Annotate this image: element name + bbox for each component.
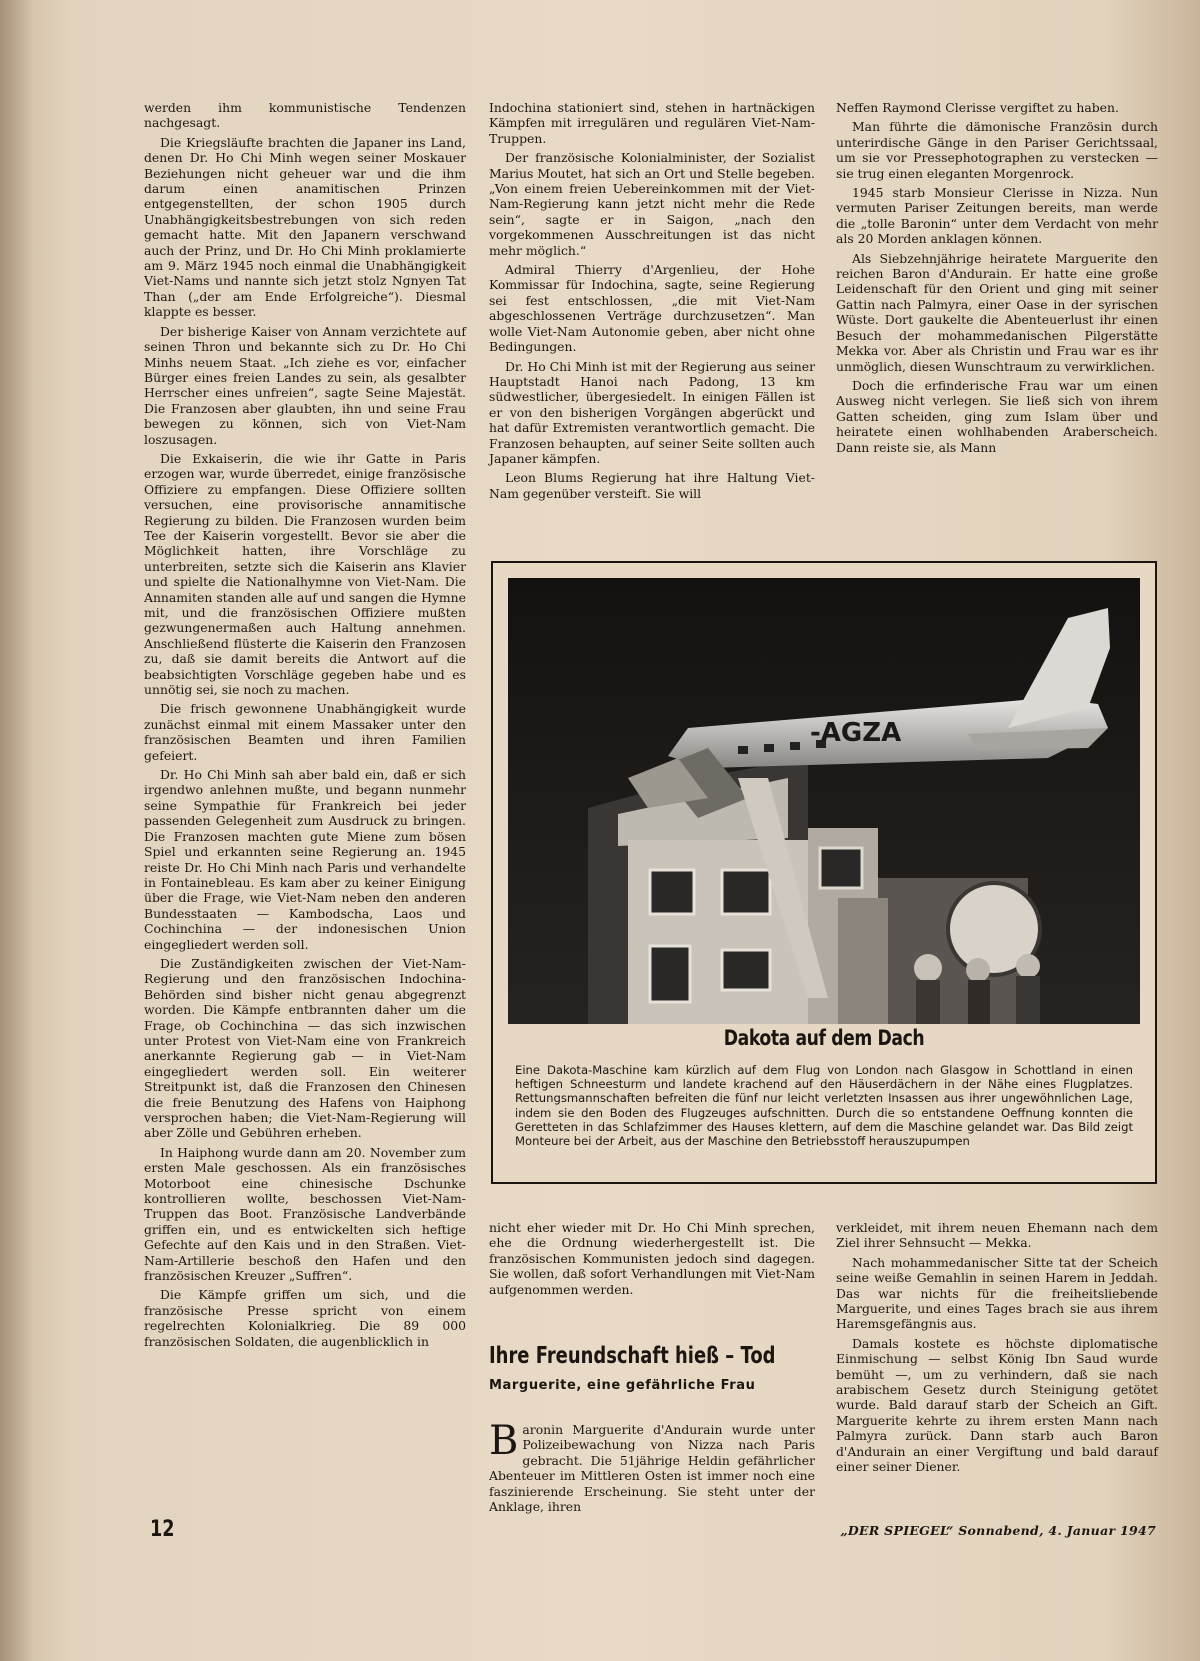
- paragraph: nicht eher wieder mit Dr. Ho Chi Minh sprechen, ehe die Ordnung wiederhergestellt ist. Die französischen Kommunisten jedoch sind dagegen. Sie wollen, daß sofort Verhandlungen mit Viet-Nam aufgenommen werden.: [489, 1220, 815, 1297]
- paragraph: Der französische Kolonialminister, der Sozialist Marius Moutet, hat sich an Ort und Stelle begeben. „Von einem freien Uebereinkommen mit der Viet-Nam-Regierung kann jetzt nicht mehr die Rede sein“, sagte er in Saigon, „nach den vorgekommenen Ausschreitungen ist das nicht mehr möglich.“: [489, 150, 815, 258]
- article-lead-column: [489, 1418, 815, 1515]
- paragraph: In Haiphong wurde dann am 20. November zum ersten Male geschossen. Als ein französisches Motorboot eine chinesische Dschunke kontrollieren wollte, beschossen Viet-Nam-Truppen das Boot. Französische Landverbände griffen ein, und es entwickelten sich heftige Gefechte auf den Kais und in den Straßen. Viet-Nam-Artillerie beschoß den Hafen und den französischen Kreuzer „Suffren“.: [144, 1144, 466, 1284]
- page-spine-shadow: [0, 0, 34, 1661]
- paragraph: Man führte die dämonische Französin durch unterirdische Gänge in den Pariser Gerichtssaal, um sie vor Pressephotographen zu verstecken — sie trug einen eleganten Morgenrock.: [836, 119, 1158, 181]
- text-column-2: [489, 100, 815, 562]
- article-headline: Ihre Freundschaft hieß – Tod: [489, 1343, 776, 1369]
- text-column-1: [144, 100, 466, 1500]
- paragraph: werden ihm kommunistische Tendenzen nachgesagt.: [144, 100, 466, 131]
- paragraph: Doch die erfinderische Frau war um einen Ausweg nicht verlegen. Sie ließ sich von ihrem Gatten scheiden, ging zum Islam über und heiratete einen wohlhabenden Araberscheich. Dann reiste sie, als Mann: [836, 377, 1158, 455]
- paragraph: 1945 starb Monsieur Clerisse in Nizza. Nun vermuten Pariser Zeitungen bereits, man werde die „tolle Baronin“ unter dem Verdacht von mehr als 20 Morden anklagen können.: [836, 185, 1158, 247]
- photo-title: Dakota auf dem Dach: [723, 1026, 925, 1050]
- photo-caption: Eine Dakota-Maschine kam kürzlich auf dem Flug von London nach Glasgow in Schottland in einen heftigen Schneesturm und landete krachend auf den Häuserdächern in der Nähe eines Flugplatzes. Rettungsmannschaften befreiten die fünf nur leicht verletzten Insassen aus ihrer ungewöhnlichen Lage, indem sie den Boden des Flugzeuges aufschnitten. Durch die so entstandene Oeffnung konnten die Geretteten in das Schlafzimmer des Hauses klettern, auf dem die Maschine gelandet war. Das Bild zeigt Monteure bei der Arbeit, aus der Maschine den Betriebsstoff herauszupumpen: [515, 1063, 1133, 1149]
- paragraph: Als Siebzehnjährige heiratete Marguerite den reichen Baron d'Andurain. Er hatte eine große Leidenschaft für den Orient und ging mit seiner Gattin nach Palmyra, einer Oase in der syrischen Wüste. Dort gaukelte die Abenteuerlust ihr einen Besuch der mohammedanischen Pilgerstätte Mekka vor. Aber als Christin und Frau war es ihr unmöglich, diesen Wunschtraum zu verwirklichen.: [836, 250, 1158, 374]
- photo-box: [491, 561, 1157, 1184]
- paragraph: Neffen Raymond Clerisse vergiftet zu haben.: [836, 100, 1119, 115]
- text-column-3: [836, 100, 1158, 562]
- plane-on-roof-illustration: [508, 578, 1140, 1024]
- paragraph: Der bisherige Kaiser von Annam verzichtete auf seinen Thron und bekannte sich zu Dr. Ho Chi Minhs neuem Staat. „Ich ziehe es vor, einfacher Bürger eines freien Landes zu sein, als gesalbter Herrscher eines unfreien“, sagte Seine Majestät. Die Franzosen aber glaubten, ihn und seine Frau bewegen zu können, sich von Viet-Nam loszusagen.: [144, 323, 466, 447]
- lead-text: aronin Marguerite d'Andurain wurde unter Polizeibewachung von Nizza nach Paris gebracht. Die 51jährige Heldin gefährlicher Abenteuer im Mittleren Osten ist immer noch eine faszinierende Erscheinung. Sie steht unter der Anklage, ihren: [489, 1422, 815, 1515]
- aircraft-registration: -AGZA: [810, 718, 902, 748]
- paragraph: verkleidet, mit ihrem neuen Ehemann nach dem Ziel ihrer Sehnsucht — Mekka.: [836, 1220, 1158, 1251]
- news-photo: [508, 578, 1140, 1024]
- paragraph: Dr. Ho Chi Minh ist mit der Regierung aus seiner Hauptstadt Hanoi nach Padong, 13 km südwestlicher, übergesiedelt. In einigen Fällen ist er von den bisherigen Vorgängen abgerückt und hat dafür Extremisten verantwortlich gemacht. Die Franzosen behaupten, auf seiner Seite sollten auch Japaner kämpfen.: [489, 358, 815, 466]
- paragraph: Die Kämpfe griffen um sich, und die französische Presse spricht von einem regelrechten Kolonialkrieg. Die 89 000 französischen Soldaten, die augenblicklich in: [144, 1287, 466, 1349]
- paragraph: Die Zuständigkeiten zwischen der Viet-Nam-Regierung und den französischen Indochina-Behörden sind bisher nicht genau abgegrenzt worden. Die Kämpfe entbrannten daher um die Frage, ob Cochinchina — das sich inzwischen unter Protest von Viet-Nam eine von Frankreich anerkannte Regierung gab — in Viet-Nam eingegliedert werden soll. Ein weiterer Streitpunkt ist, daß die Franzosen den Chinesen die freie Benutzung des Hafens von Haiphong versprochen haben; die Viet-Nam-Regierung will aber Zölle und Gebühren erheben.: [144, 955, 466, 1141]
- paragraph: Die frisch gewonnene Unabhängigkeit wurde zunächst einmal mit einem Massaker unter den französischen Beamten und ihren Familien gefeiert.: [144, 701, 466, 763]
- paragraph: Damals kostete es höchste diplomatische Einmischung — selbst König Ibn Saud wurde bemüht —, um zu verhindern, daß sie nach arabischem Gesetz durch Steinigung getötet wurde. Bald darauf starb der Scheich an Gift. Marguerite kehrte zu ihrem ersten Mann nach Palmyra zurück. Dann starb auch Baron d'Andurain an einer Vergiftung und bald darauf einer seiner Diener.: [836, 1335, 1158, 1475]
- text-column-2-continued: [489, 1220, 815, 1310]
- paragraph: Leon Blums Regierung hat ihre Haltung Viet-Nam gegenüber versteift. Sie will: [489, 470, 815, 501]
- paragraph: Die Kriegsläufte brachten die Japaner ins Land, denen Dr. Ho Chi Minh wegen seiner Moskauer Beziehungen nicht geheuer war und die ihm darum einen anamitischen Prinzen entgegenstellten, der schon 1905 durch Unabhängigkeitsbestrebungen von sich reden gemacht hatte. Mit den Japanern verschwand auch der Prinz, und Dr. Ho Chi Minh proklamierte am 9. März 1945 noch einmal die Unabhängigkeit Viet-Nams und nannte sich jetzt stolz Ngnyen Tat Than („der am Ende Erfolgreiche“). Diesmal klappte es besser.: [144, 134, 466, 320]
- lead-paragraph: [489, 1418, 815, 1515]
- paragraph: Dr. Ho Chi Minh sah aber bald ein, daß er sich irgendwo anlehnen mußte, und begann nunmehr seine Sympathie für Frankreich bei jeder passenden Gelegenheit zum Ausdruck zu bringen. Die Franzosen machten gute Miene zum bösen Spiel und erkannten seine Regierung an. 1945 reiste Dr. Ho Chi Minh nach Paris und verhandelte in Fontainebleau. Es kam aber zu keiner Einigung über die Frage, wie Viet-Nam neben den anderen Bundesstaaten — Kambodscha, Laos und Cochinchina — der indonesischen Union eingegliedert werden soll.: [144, 767, 466, 952]
- paragraph: Nach mohammedanischer Sitte tat der Scheich seine weiße Gemahlin in seinen Harem in Jeddah. Das war nichts für die freiheitsliebende Marguerite, und eines Tages brach sie aus ihrem Haremsgefängnis aus.: [836, 1254, 1158, 1332]
- text-column-3-continued: [836, 1220, 1158, 1500]
- page-number: 12: [150, 1517, 175, 1542]
- publication-footer: „DER SPIEGEL“ Sonnabend, 4. Januar 1947: [840, 1523, 1156, 1538]
- article-subheadline: Marguerite, eine gefährliche Frau: [489, 1378, 756, 1393]
- paragraph: Indochina stationiert sind, stehen in hartnäckigen Kämpfen mit irregulären und regulären Viet-Nam-Truppen.: [489, 100, 815, 146]
- paragraph: Admiral Thierry d'Argenlieu, der Hohe Kommissar für Indochina, sagte, seine Regierung sei fest entschlossen, „die mit Viet-Nam abgeschlossenen Verträge durchzusetzen“. Man wolle Viet-Nam Autonomie geben, aber nicht ohne Bedingungen.: [489, 262, 815, 355]
- drop-cap: B: [489, 1418, 519, 1464]
- paragraph: Die Exkaiserin, die wie ihr Gatte in Paris erzogen war, wurde überredet, einige französische Offiziere zu empfangen. Diese Offiziere sollten versuchen, eine provisorische annamitische Regierung zu bilden. Die Franzosen wurden beim Tee der Kaiserin vorgestellt. Bevor sie aber die Möglichkeit hatten, ihre Vorschläge zu unterbreiten, setzte sich die Kaiserin ans Klavier und spielte die Nationalhymne von Viet-Nam. Die Annamiten standen alle auf und sangen die Hymne mit, und die französischen Offiziere mußten gezwungenermaßen auch Haltung annehmen. Anschließend flüsterte die Kaiserin den Franzosen zu, daß sie damit bereits die Antwort auf die beabsichtigten Vorschläge gegeben habe und es unnötig sei, sie noch zu machen.: [144, 450, 466, 698]
